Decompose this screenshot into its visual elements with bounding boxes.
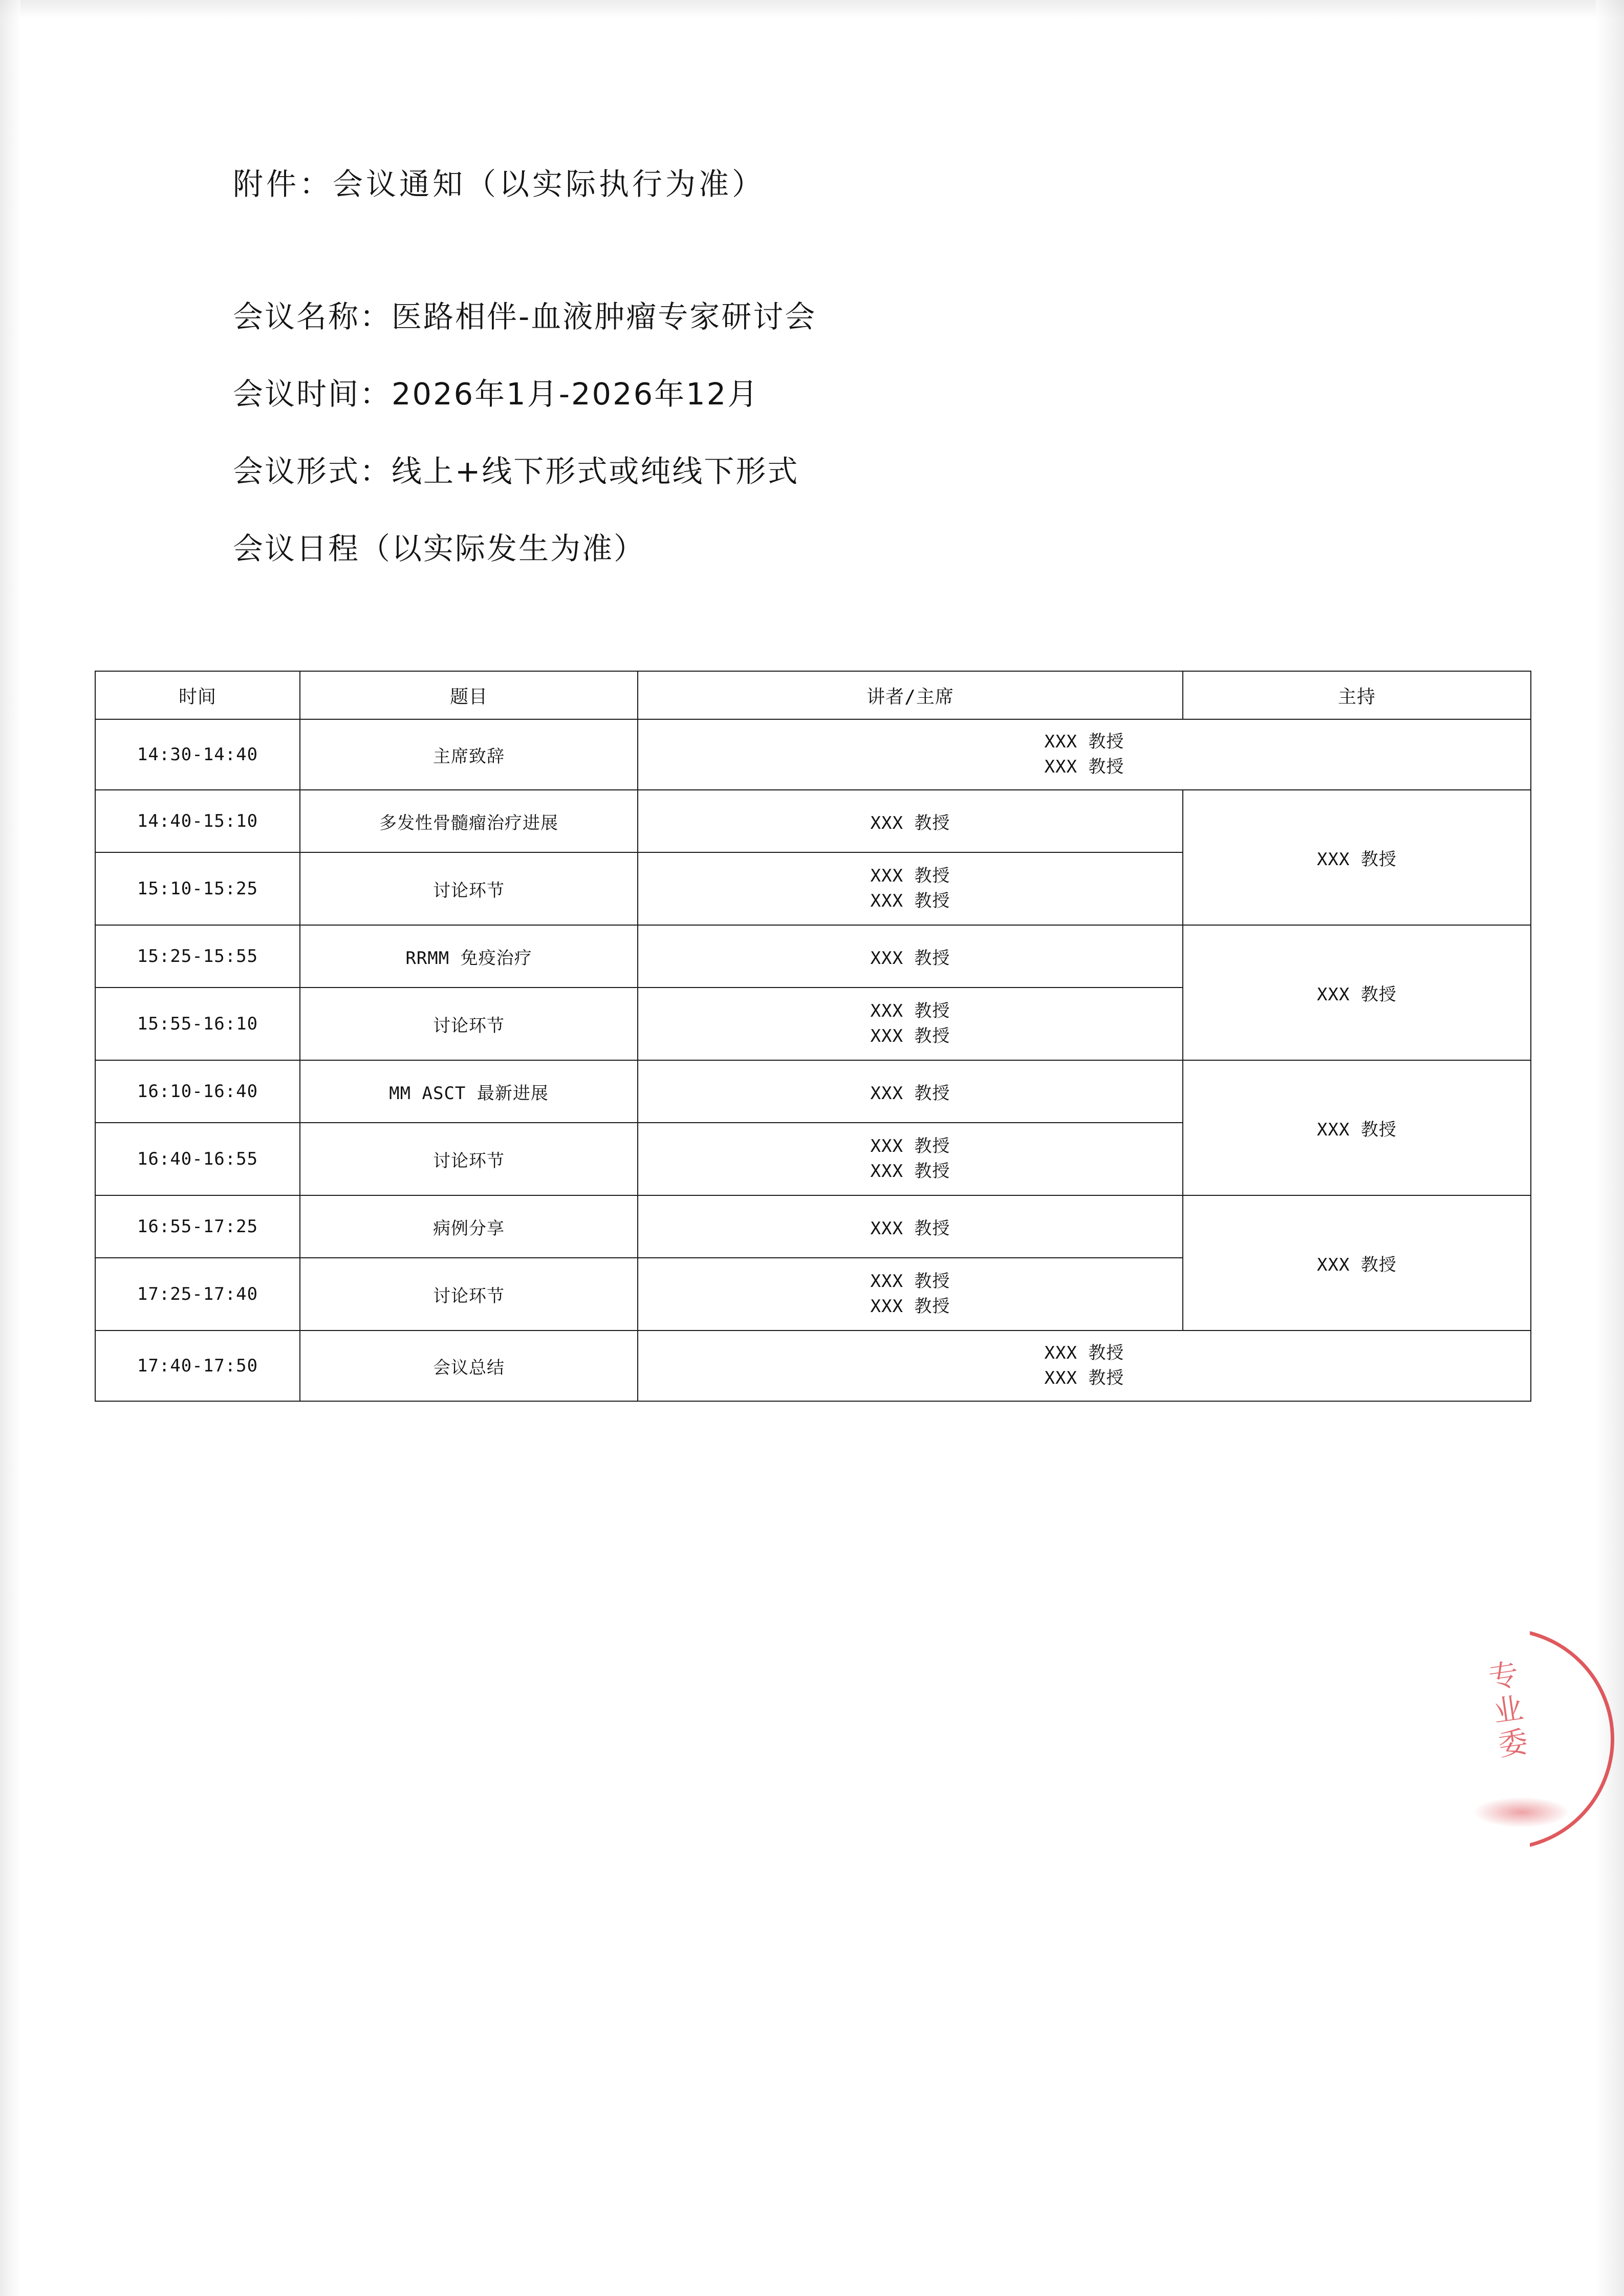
attachment-title: 附件：会议通知（以实际执行为准）: [233, 166, 766, 202]
speaker-name: XXX 教授: [870, 1296, 950, 1317]
agenda-table: [95, 671, 1531, 1402]
cell-topic: MM ASCT 最新进展: [300, 1060, 638, 1123]
speaker-stack: [638, 1341, 1530, 1391]
cell-chair: XXX 教授: [1183, 1060, 1531, 1195]
speaker-name: XXX 教授: [870, 1135, 950, 1156]
header-speaker: 讲者/主席: [638, 671, 1183, 719]
seal-ring-icon: [1392, 1628, 1614, 1850]
speaker-name: XXX 教授: [1044, 1368, 1124, 1388]
table-header-row: [95, 671, 1531, 719]
cell-topic: 讨论环节: [300, 852, 638, 925]
header-topic: 题目: [300, 671, 638, 719]
red-seal-stamp: [1469, 1628, 1587, 1848]
table-row: [95, 925, 1531, 988]
speaker-name: XXX 教授: [1044, 1342, 1124, 1363]
table-row: [95, 1195, 1531, 1258]
cell-topic: 主席致辞: [300, 719, 638, 790]
speaker-stack: [638, 729, 1530, 780]
speaker-stack: [638, 864, 1182, 914]
document-header-block: [233, 166, 1512, 578]
scan-edge-left: [0, 0, 20, 2296]
cell-topic: 会议总结: [300, 1331, 638, 1401]
cell-chair: XXX 教授: [1183, 1195, 1531, 1331]
agenda-table-container: [95, 671, 1530, 1402]
meeting-name-line: 会议名称：医路相伴-血液肿瘤专家研讨会: [233, 299, 817, 334]
cell-speaker: [638, 1258, 1183, 1331]
cell-time: 17:25-17:40: [95, 1258, 300, 1331]
speaker-name: XXX 教授: [870, 1161, 950, 1182]
speaker-name: XXX 教授: [1044, 757, 1124, 777]
cell-time: 15:10-15:25: [95, 852, 300, 925]
cell-speaker: XXX 教授: [638, 1195, 1183, 1258]
cell-speaker: [638, 988, 1183, 1060]
meeting-format-line: 会议形式：线上+线下形式或纯线下形式: [233, 454, 799, 489]
speaker-name: XXX 教授: [870, 891, 950, 911]
speaker-stack: [638, 1134, 1182, 1185]
cell-speaker: XXX 教授: [638, 1060, 1183, 1123]
cell-speaker: XXX 教授: [638, 790, 1183, 852]
cell-topic: RRMM 免疫治疗: [300, 925, 638, 988]
cell-time: 14:30-14:40: [95, 719, 300, 790]
cell-speaker: [638, 1123, 1183, 1195]
speaker-name: XXX 教授: [870, 1026, 950, 1046]
cell-speaker: [638, 719, 1531, 790]
table-row: [95, 790, 1531, 852]
cell-time: 16:55-17:25: [95, 1195, 300, 1258]
table-row: [95, 1331, 1531, 1401]
speaker-stack: [638, 999, 1182, 1049]
speaker-name: XXX 教授: [1044, 731, 1124, 752]
header-chair: 主持: [1183, 671, 1531, 719]
cell-topic: 多发性骨髓瘤治疗进展: [300, 790, 638, 852]
header-time: 时间: [95, 671, 300, 719]
scan-edge-top: [0, 0, 1624, 18]
cell-topic: 讨论环节: [300, 988, 638, 1060]
cell-chair: XXX 教授: [1183, 925, 1531, 1060]
cell-time: 15:55-16:10: [95, 988, 300, 1060]
cell-time: 16:10-16:40: [95, 1060, 300, 1123]
table-row: [95, 1060, 1531, 1123]
cell-speaker: [638, 1331, 1531, 1401]
seal-smudge: [1473, 1797, 1570, 1828]
speaker-name: XXX 教授: [870, 865, 950, 886]
cell-topic: 病例分享: [300, 1195, 638, 1258]
cell-time: 14:40-15:10: [95, 790, 300, 852]
cell-time: 15:25-15:55: [95, 925, 300, 988]
cell-topic: 讨论环节: [300, 1123, 638, 1195]
meeting-time-line: 会议时间：2026年1月-2026年12月: [233, 376, 760, 412]
cell-time: 17:40-17:50: [95, 1331, 300, 1401]
speaker-stack: [638, 1269, 1182, 1320]
speaker-name: XXX 教授: [870, 1271, 950, 1292]
cell-topic: 讨论环节: [300, 1258, 638, 1331]
speaker-name: XXX 教授: [870, 1000, 950, 1021]
scan-edge-right: [1596, 0, 1624, 2296]
seal-text: 专 业 委: [1486, 1656, 1530, 1763]
cell-speaker: [638, 852, 1183, 925]
cell-chair: XXX 教授: [1183, 790, 1531, 925]
cell-time: 16:40-16:55: [95, 1123, 300, 1195]
agenda-heading: 会议日程（以实际发生为准）: [233, 531, 646, 566]
table-row: [95, 719, 1531, 790]
cell-speaker: XXX 教授: [638, 925, 1183, 988]
